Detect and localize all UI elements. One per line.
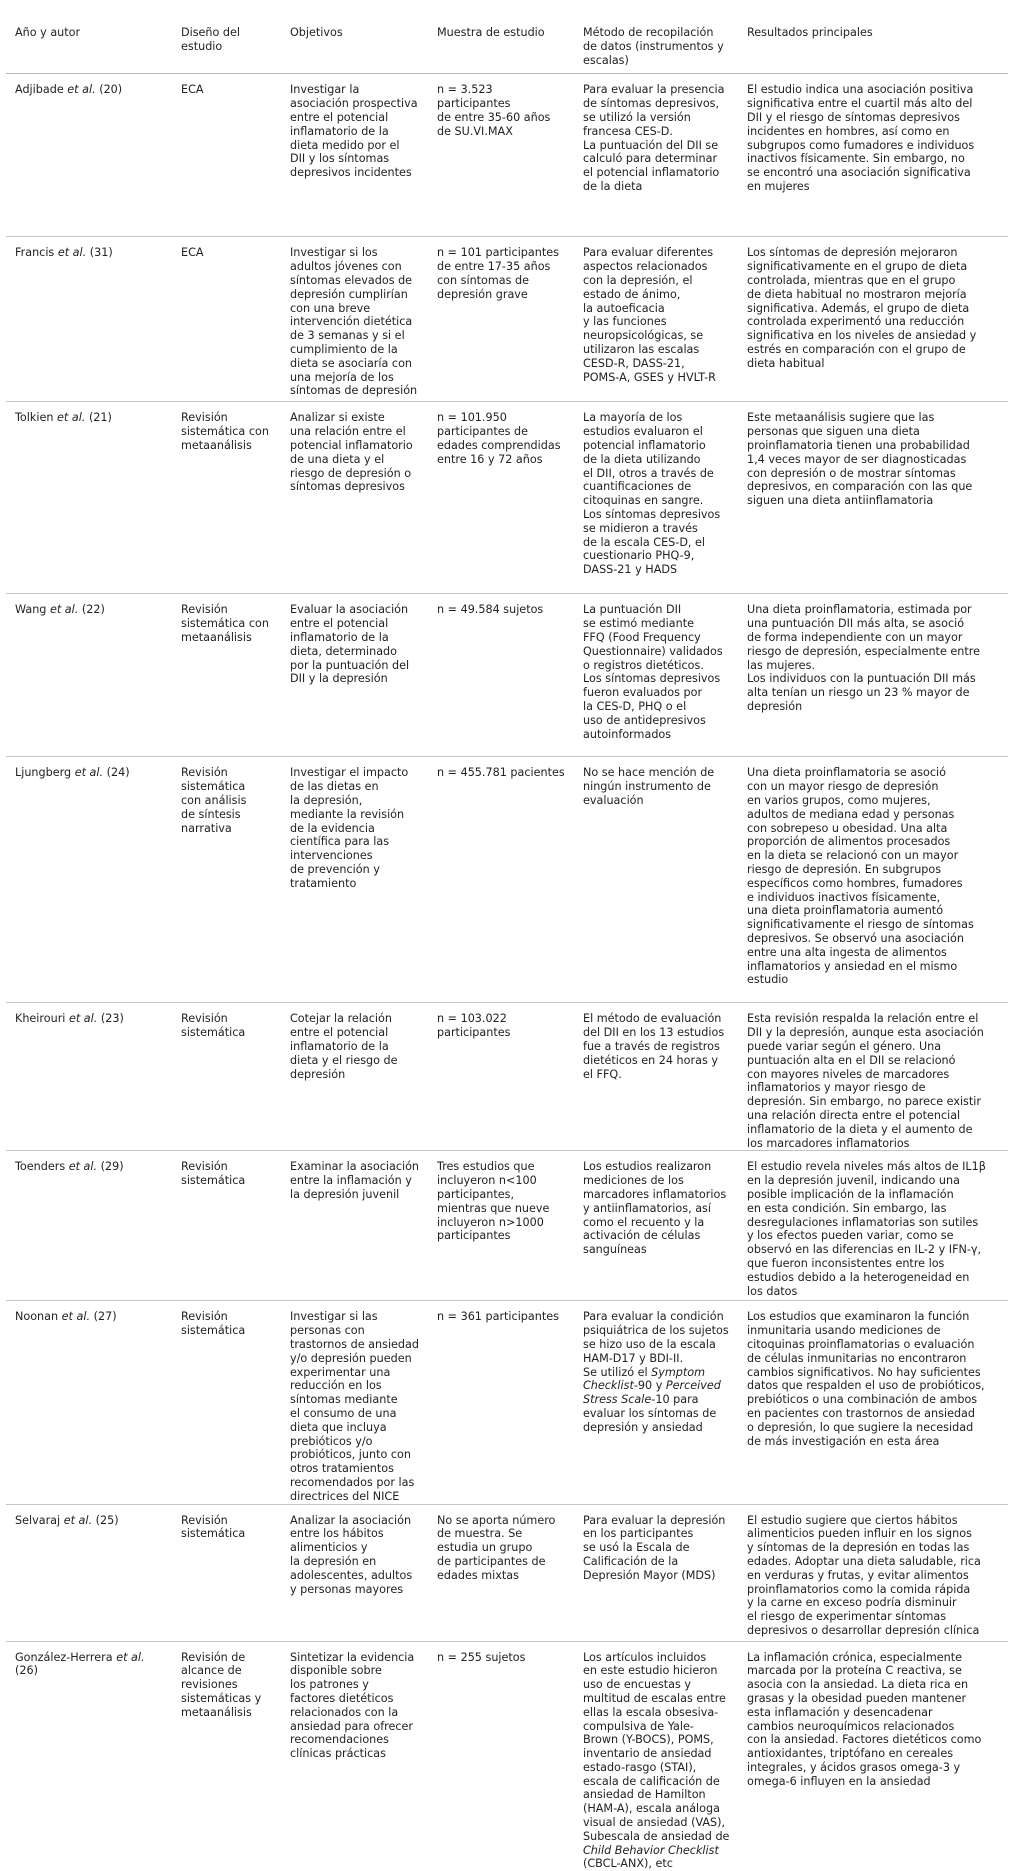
cell-method: Para evaluar la depresión en los participantes se usó la Escala de Calificación de la Depresión Mayor (MDS) (574, 1504, 738, 1641)
cell-results: El estudio indica una asociación positiva significativa entre el cuartil más alto del DII y el riesgo de síntomas depresivos incidentes en hombres, así como en subgrupos como fumadores e individuos inactivos físicamente. Sin embargo, no se encontró una asociación significativa en mujeres (738, 74, 1008, 237)
cell-objective: Investigar el impacto de las dietas en la depresión, mediante la revisión de la evidencia científica para las intervenciones de prevención y tratamiento (281, 757, 428, 1003)
table-row (6, 1641, 1008, 1871)
cell-author: Francis et al. (31) (6, 237, 172, 402)
table-row (6, 74, 1008, 237)
cell-results: La inflamación crónica, especialmente marcada por la proteína C reactiva, se asocia con la ansiedad. La dieta rica en grasas y la obesidad pueden mantener esta inflamación y desencadenar cambios neuroquímicos relacionados con la ansiedad. Factores dietéticos como antioxidantes, triptófano en cereales integrales, y ácidos grasos omega-3 y omega-6 influyen en la ansiedad (747, 1650, 982, 1788)
cell-sample: n = 101 participantes de entre 17-35 años con síntomas de depresión grave (428, 237, 574, 402)
cell-method: La mayoría de los estudios evaluaron el potencial inflamatorio de la dieta utilizando el DII, otros a través de cuantificaciones de citoquinas en sangre. Los síntomas depresivos se midieron a través de la escala CES-D, el cuestionario PHQ-9, DASS-21 y HADS (574, 402, 738, 594)
cell-design: Revisión sistemática con metaanálisis (172, 594, 281, 757)
cell-method: Para evaluar la presencia de síntomas depresivos, se utilizó la versión francesa CES-D. La puntuación del DII se calculó para determinar el potencial inflamatorio de la dieta (574, 74, 738, 237)
header-row (6, 12, 1008, 74)
table-row (6, 237, 1008, 402)
table-body (6, 74, 1008, 1871)
cell-results: Esta revisión respalda la relación entre el DII y la depresión, aunque esta asociación puede variar según el género. Una puntuación alta en el DII se relacionó con mayores niveles de marcadores inflamatorios y mayor riesgo de depresión. Sin embargo, no parece existir una relación directa entre el potencial inflamatorio de la dieta y el aumento de los marcadores inflamatorios (738, 1003, 1008, 1151)
table-row (6, 1301, 1008, 1504)
cell-design: Revisión de alcance de revisiones sistemáticas y metaanálisis (181, 1650, 262, 1719)
cell-design: Revisión sistemática (172, 1504, 281, 1641)
cell-objective: Analizar la asociación entre los hábitos alimenticios y la depresión en adolescentes, adultos y personas mayores (281, 1504, 428, 1641)
cell-author: Kheirouri et al. (23) (6, 1003, 172, 1151)
cell-objective: Investigar si las personas con trastornos de ansiedad y/o depresión pueden experimentar una reducción en los síntomas mediante el consumo de una dieta que incluya prebióticos y/o probióticos, junto con otros tratamientos recomendados por las directrices del NICE (281, 1301, 428, 1504)
cell-design: ECA (172, 237, 281, 402)
header-sample: Muestra de estudio (428, 12, 574, 74)
cell-author: Adjibade et al. (20) (6, 74, 172, 237)
table-row (6, 757, 1008, 1003)
cell-results: Este metaanálisis sugiere que las personas que siguen una dieta proinflamatoria tienen una probabilidad 1,4 veces mayor de ser diagnosticadas con depresión o de mostrar síntomas depresivos, en comparación con las que siguen una dieta antiinflamatoria (738, 402, 1008, 594)
cell-method: Para evaluar la condición psiquiátrica de los sujetos se hizo uso de la escala HAM-D17 y BDI-II. Se utilizó el Symptom Checklist-90 y Perceived Stress Scale-10 para evaluar los síntomas de depresión y ansiedad (574, 1301, 738, 1504)
cell-results: El estudio sugiere que ciertos hábitos alimenticios pueden influir en los signos y síntomas de la depresión en todas las edades. Adoptar una dieta saludable, rica en verduras y frutas, y evitar alimentos proinflamatorios como la comida rápida y la carne en exceso podría disminuir el riesgo de experimentar síntomas depresivos o desarrollar depresión clínica (738, 1504, 1008, 1641)
cell-sample: n = 361 participantes (428, 1301, 574, 1504)
cell-results: Una dieta proinflamatoria se asoció con un mayor riesgo de depresión en varios grupos, como mujeres, adultos de mediana edad y personas con sobrepeso u obesidad. Una alta proporción de alimentos procesados en la dieta se relacionó con un mayor riesgo de depresión. En subgrupos específicos como hombres, fumadores e individuos inactivos físicamente, una dieta proinflamatoria aumentó significativamente el riesgo de síntomas depresivos. Se observó una asociación entre una alta ingesta de alimentos inflamatorios y ansiedad en el mismo estudio (738, 757, 1008, 1003)
table-header (6, 12, 1008, 74)
cell-design: Revisión sistemática (172, 1301, 281, 1504)
table-row (6, 1003, 1008, 1151)
cell-sample: n = 103.022 participantes (428, 1003, 574, 1151)
cell-results: Los síntomas de depresión mejoraron significativamente en el grupo de dieta controlada, mientras que en el grupo de dieta habitual no mostraron mejoría significativa. Además, el grupo de dieta controlada experimentó una reducción significativa en los niveles de ansiedad y estrés en comparación con el grupo de dieta habitual (738, 237, 1008, 402)
header-author: Año y autor (6, 12, 172, 74)
cell-method: No se hace mención de ningún instrumento de evaluación (574, 757, 738, 1003)
cell-objective: Analizar si existe una relación entre el potencial inflamatorio de una dieta y el riesgo de depresión o síntomas depresivos (281, 402, 428, 594)
cell-objective: Investigar si los adultos jóvenes con síntomas elevados de depresión cumplirían con una breve intervención dietética de 3 semanas y si el cumplimiento de la dieta se asociaría con una mejoría de los síntomas de depresión (281, 237, 428, 402)
cell-sample: n = 455.781 pacientes (428, 757, 574, 1003)
cell-author: González-Herrera et al. (26) (15, 1650, 145, 1678)
cell-sample: n = 101.950 participantes de edades comprendidas entre 16 y 72 años (428, 402, 574, 594)
cell-method: Los estudios realizaron mediciones de los marcadores inflamatorios y antiinflamatorios, así como el recuento y la activación de células sanguíneas (574, 1151, 738, 1301)
cell-method: Los artículos incluidos en este estudio hicieron uso de encuestas y multitud de escalas entre ellas la escala obsesiva- compulsiva de Yale- Brown (Y-BOCS), POMS, inventario de ansiedad estado-rasgo (STAI), escala de calificación de ansiedad de Hamilton (HAM-A), escala análoga visual de ansiedad (VAS), Subescala de ansiedad de Child Behavior Checklist (CBCL-ANX), etc (583, 1650, 730, 1871)
table-row (6, 1504, 1008, 1641)
cell-author: Tolkien et al. (21) (6, 402, 172, 594)
cell-method: El método de evaluación del DII en los 13 estudios fue a través de registros dietéticos en 24 horas y el FFQ. (574, 1003, 738, 1151)
cell-author: Noonan et al. (27) (6, 1301, 172, 1504)
header-design: Diseño del estudio (172, 12, 281, 74)
table-row (6, 402, 1008, 594)
cell-design: Revisión sistemática con análisis de síntesis narrativa (172, 757, 281, 1003)
cell-author: Ljungberg et al. (24) (6, 757, 172, 1003)
cell-method: La puntuación DII se estimó mediante FFQ (Food Frequency Questionnaire) validados o registros dietéticos. Los síntomas depresivos fueron evaluados por la CES-D, PHQ o el uso de antidepresivos autoinformados (574, 594, 738, 757)
cell-design: Revisión sistemática con metaanálisis (172, 402, 281, 594)
cell-objective: Evaluar la asociación entre el potencial inflamatorio de la dieta, determinado por la puntuación del DII y la depresión (281, 594, 428, 757)
cell-design: Revisión sistemática (172, 1003, 281, 1151)
studies-table (6, 12, 1008, 1871)
cell-sample: n = 49.584 sujetos (428, 594, 574, 757)
cell-sample: No se aporta número de muestra. Se estudia un grupo de participantes de edades mixtas (428, 1504, 574, 1641)
header-results: Resultados principales (738, 12, 1008, 74)
table-row (6, 594, 1008, 757)
header-method: Método de recopilación de datos (instrumentos y escalas) (574, 12, 738, 74)
header-objectives: Objetivos (281, 12, 428, 74)
cell-objective: Examinar la asociación entre la inflamación y la depresión juvenil (281, 1151, 428, 1301)
table-row (6, 1151, 1008, 1301)
cell-objective: Cotejar la relación entre el potencial inflamatorio de la dieta y el riesgo de depresión (281, 1003, 428, 1151)
cell-results: El estudio revela niveles más altos de IL1β en la depresión juvenil, indicando una posible implicación de la inflamación en esta condición. Sin embargo, las desregulaciones inflamatorias son sutiles y los efectos pueden variar, como se observó en las diferencias en IL-2 y IFN-γ, que fueron inconsistentes entre los estudios debido a la heterogeneidad en los datos (738, 1151, 1008, 1301)
cell-sample: n = 3.523 participantes de entre 35-60 años de SU.VI.MAX (428, 74, 574, 237)
cell-design: ECA (172, 74, 281, 237)
cell-objective: Investigar la asociación prospectiva entre el potencial inflamatorio de la dieta medido por el DII y los síntomas depresivos incidentes (281, 74, 428, 237)
cell-method: Para evaluar diferentes aspectos relacionados con la depresión, el estado de ánimo, la autoeficacia y las funciones neuropsicológicas, se utilizaron las escalas CESD-R, DASS-21, POMS-A, GSES y HVLT-R (574, 237, 738, 402)
cell-results: Una dieta proinflamatoria, estimada por una puntuación DII más alta, se asoció de forma independiente con un mayor riesgo de depresión, especialmente entre las mujeres. Los individuos con la puntuación DII más alta tenían un riesgo un 23 % mayor de depresión (738, 594, 1008, 757)
cell-design: Revisión sistemática (172, 1151, 281, 1301)
cell-results: Los estudios que examinaron la función inmunitaria usando mediciones de citoquinas proinflamatorias o evaluación de células inmunitarias no encontraron cambios significativos. No hay suficientes datos que respalden el uso de probióticos, prebióticos o una combinación de ambos en pacientes con trastornos de ansiedad o depresión, lo que sugiere la necesidad de más investigación en esta área (738, 1301, 1008, 1504)
cell-author: Toenders et al. (29) (6, 1151, 172, 1301)
cell-author: Selvaraj et al. (25) (6, 1504, 172, 1641)
cell-sample: n = 255 sujetos (437, 1650, 526, 1664)
cell-sample: Tres estudios que incluyeron n<100 participantes, mientras que nueve incluyeron n>1000 participantes (428, 1151, 574, 1301)
cell-objective: Sintetizar la evidencia disponible sobre los patrones y factores dietéticos relacionados con la ansiedad para ofrecer recomendaciones clínicas prácticas (290, 1650, 415, 1761)
cell-author: Wang et al. (22) (6, 594, 172, 757)
